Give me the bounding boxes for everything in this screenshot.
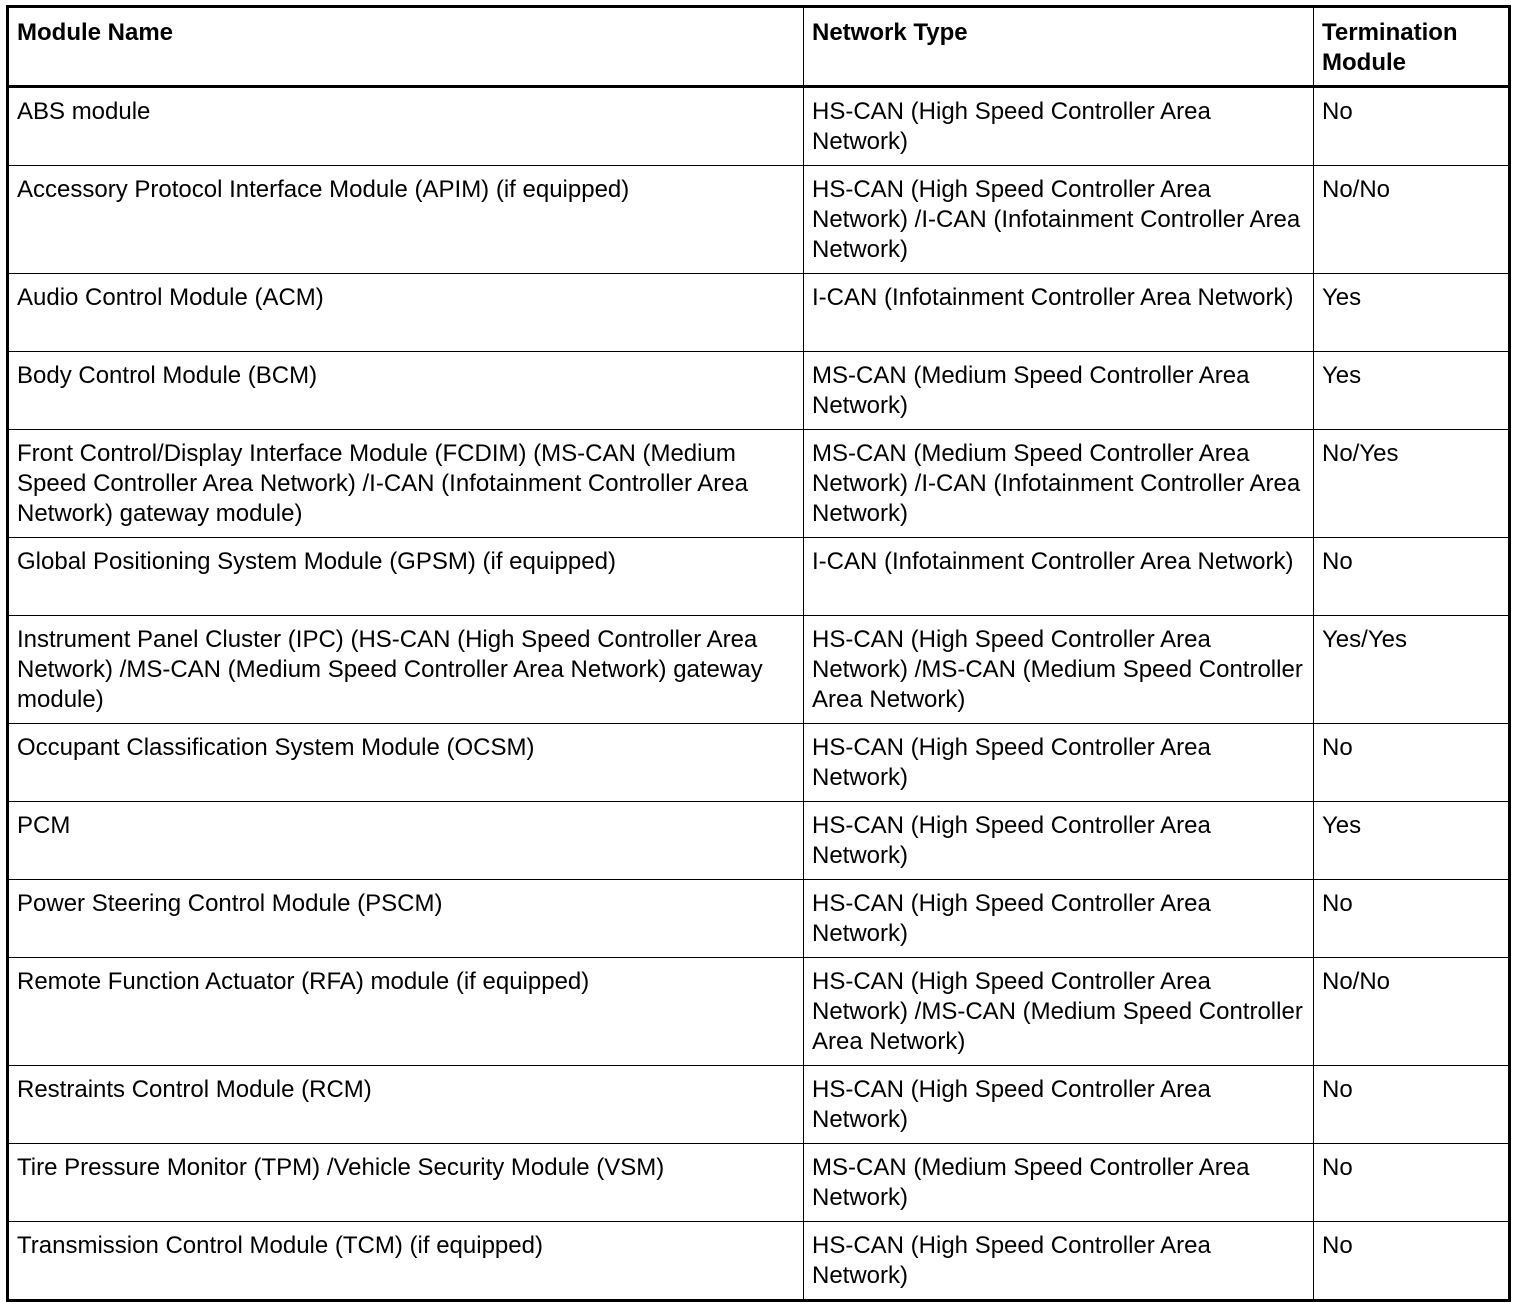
cell-termination: No [1314, 1144, 1510, 1222]
cell-module: Power Steering Control Module (PSCM) [8, 880, 804, 958]
cell-network: HS-CAN (High Speed Controller Area Network) [804, 1222, 1314, 1301]
header-module-name: Module Name [8, 7, 804, 87]
table-row [8, 1066, 1510, 1144]
cell-network: MS-CAN (Medium Speed Controller Area Network) [804, 352, 1314, 430]
cell-module: PCM [8, 802, 804, 880]
table-row [8, 352, 1510, 430]
cell-module: Front Control/Display Interface Module (FCDIM) (MS-CAN (Medium Speed Controller Area Network) /I-CAN (Infotainment Controller Area Network) gateway module) [8, 430, 804, 538]
table-row [8, 538, 1510, 616]
cell-termination: No [1314, 1066, 1510, 1144]
cell-module: Global Positioning System Module (GPSM) (if equipped) [8, 538, 804, 616]
cell-module: Occupant Classification System Module (OCSM) [8, 724, 804, 802]
cell-termination: Yes [1314, 802, 1510, 880]
cell-termination: Yes [1314, 352, 1510, 430]
cell-termination: No/Yes [1314, 430, 1510, 538]
cell-network: I-CAN (Infotainment Controller Area Network) [804, 538, 1314, 616]
cell-module: Audio Control Module (ACM) [8, 274, 804, 352]
table-row [8, 430, 1510, 538]
cell-module: Transmission Control Module (TCM) (if equipped) [8, 1222, 804, 1301]
table-row [8, 166, 1510, 274]
cell-network: MS-CAN (Medium Speed Controller Area Network) /I-CAN (Infotainment Controller Area Network) [804, 430, 1314, 538]
cell-termination: No [1314, 87, 1510, 166]
header-network-type: Network Type [804, 7, 1314, 87]
table-row [8, 87, 1510, 166]
cell-termination: Yes [1314, 274, 1510, 352]
cell-network: HS-CAN (High Speed Controller Area Network) [804, 724, 1314, 802]
table-header [8, 7, 1510, 87]
cell-termination: No [1314, 1222, 1510, 1301]
header-termination-module: Termination Module [1314, 7, 1510, 87]
table-row [8, 274, 1510, 352]
cell-termination: No [1314, 538, 1510, 616]
cell-termination: No [1314, 880, 1510, 958]
cell-module: Body Control Module (BCM) [8, 352, 804, 430]
cell-network: I-CAN (Infotainment Controller Area Network) [804, 274, 1314, 352]
cell-module: Remote Function Actuator (RFA) module (if equipped) [8, 958, 804, 1066]
table-row [8, 802, 1510, 880]
cell-termination: No/No [1314, 166, 1510, 274]
cell-termination: No/No [1314, 958, 1510, 1066]
cell-network: HS-CAN (High Speed Controller Area Network) /MS-CAN (Medium Speed Controller Area Network) [804, 616, 1314, 724]
cell-network: HS-CAN (High Speed Controller Area Network) [804, 1066, 1314, 1144]
cell-termination: No [1314, 724, 1510, 802]
table-row [8, 958, 1510, 1066]
cell-network: MS-CAN (Medium Speed Controller Area Network) [804, 1144, 1314, 1222]
cell-module: Instrument Panel Cluster (IPC) (HS-CAN (High Speed Controller Area Network) /MS-CAN (Medium Speed Controller Area Network) gateway module) [8, 616, 804, 724]
table-row [8, 616, 1510, 724]
cell-network: HS-CAN (High Speed Controller Area Network) /MS-CAN (Medium Speed Controller Area Network) [804, 958, 1314, 1066]
cell-network: HS-CAN (High Speed Controller Area Network) [804, 880, 1314, 958]
cell-network: HS-CAN (High Speed Controller Area Network) [804, 802, 1314, 880]
table-body [8, 87, 1510, 1301]
cell-module: Accessory Protocol Interface Module (APIM) (if equipped) [8, 166, 804, 274]
module-network-table-container [6, 5, 1508, 1302]
cell-termination: Yes/Yes [1314, 616, 1510, 724]
cell-network: HS-CAN (High Speed Controller Area Network) /I-CAN (Infotainment Controller Area Network) [804, 166, 1314, 274]
table-row [8, 724, 1510, 802]
table-row [8, 1222, 1510, 1301]
header-row [8, 7, 1510, 87]
cell-module: Restraints Control Module (RCM) [8, 1066, 804, 1144]
cell-module: Tire Pressure Monitor (TPM) /Vehicle Security Module (VSM) [8, 1144, 804, 1222]
cell-module: ABS module [8, 87, 804, 166]
table-row [8, 880, 1510, 958]
table-row [8, 1144, 1510, 1222]
module-network-table [6, 5, 1511, 1302]
cell-network: HS-CAN (High Speed Controller Area Network) [804, 87, 1314, 166]
